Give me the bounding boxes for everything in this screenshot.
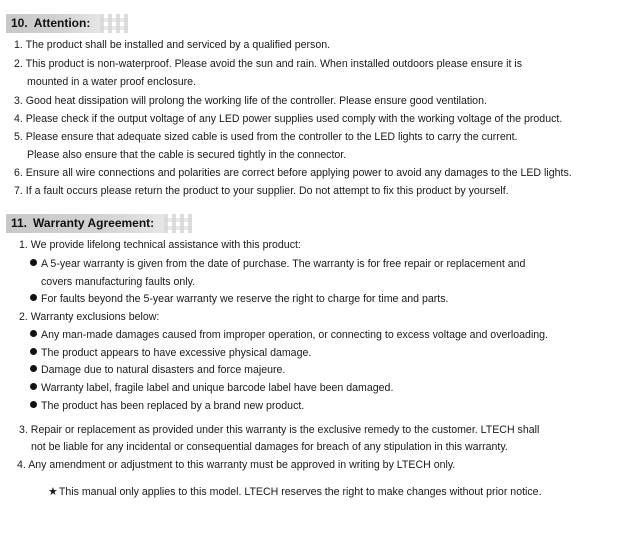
bullet-icon bbox=[30, 365, 37, 372]
item-text: Any amendment or adjustment to this warranty must be approved in writing by LTECH only. bbox=[28, 459, 456, 471]
item-number: 3. bbox=[14, 95, 23, 107]
bullet-icon bbox=[30, 383, 37, 390]
item-text: If a fault occurs please return the product to your supplier. Do not attempt to fix this product by yourself. bbox=[25, 185, 509, 197]
bullet-text: covers manufacturing faults only. bbox=[41, 276, 196, 288]
warranty-item-3-cont bbox=[31, 441, 508, 454]
bullet-icon bbox=[30, 294, 37, 301]
item-text: Warranty exclusions below: bbox=[30, 311, 160, 323]
section-warranty-number: 11. bbox=[11, 216, 28, 230]
bullet-icon bbox=[30, 401, 37, 408]
item-text: not be liable for any incidental or consequential damages for breach of any stipulation in this warranty. bbox=[31, 441, 508, 453]
item-number: 5. bbox=[14, 131, 23, 143]
item-text: Repair or replacement as provided under this warranty is the exclusive remedy to the customer. LTECH shall bbox=[30, 424, 540, 436]
warranty-bullet bbox=[30, 258, 525, 271]
item-text: mounted in a water proof enclosure. bbox=[27, 76, 197, 88]
section-attention-header bbox=[6, 13, 128, 33]
bullet-text: Any man-made damages caused from improper operation, or connecting to excess voltage and overloading. bbox=[41, 329, 549, 341]
header-decoration bbox=[164, 214, 192, 233]
attention-item-6 bbox=[14, 167, 572, 180]
footnote bbox=[48, 486, 542, 499]
item-text: This product is non-waterproof. Please avoid the sun and rain. When installed outdoors please ensure it is bbox=[25, 58, 523, 70]
bullet-icon bbox=[30, 330, 37, 337]
attention-item-3 bbox=[14, 95, 487, 108]
item-text: Please ensure that adequate sized cable is used from the controller to the LED lights to carry the current. bbox=[25, 131, 518, 143]
footnote-text: This manual only applies to this model. LTECH reserves the right to make changes without prior notice. bbox=[58, 486, 542, 498]
section-warranty-title: Warranty Agreement: bbox=[33, 216, 155, 230]
warranty-item-3 bbox=[19, 424, 539, 437]
item-text: Good heat dissipation will prolong the working life of the controller. Please ensure good ventilation. bbox=[25, 95, 487, 107]
warranty-item-1 bbox=[19, 239, 301, 252]
bullet-text: The product appears to have excessive physical damage. bbox=[41, 347, 312, 359]
attention-item-2-cont bbox=[27, 76, 196, 89]
attention-item-5-cont bbox=[27, 149, 346, 162]
warranty-item-4 bbox=[17, 459, 455, 472]
attention-item-2 bbox=[14, 58, 522, 71]
item-text: Ensure all wire connections and polarities are correct before applying power to avoid any damages to the LED lights. bbox=[25, 167, 572, 179]
attention-item-1 bbox=[14, 39, 330, 52]
warranty-bullet bbox=[30, 329, 548, 342]
item-number: 1. bbox=[14, 39, 23, 51]
item-number: 2. bbox=[14, 58, 23, 70]
warranty-bullet bbox=[30, 364, 285, 377]
warranty-bullet bbox=[30, 382, 393, 395]
item-number: 6. bbox=[14, 167, 23, 179]
warranty-bullet bbox=[30, 400, 304, 413]
bullet-text: The product has been replaced by a brand new product. bbox=[41, 400, 305, 412]
bullet-icon bbox=[30, 259, 37, 266]
warranty-bullet-cont bbox=[41, 276, 195, 289]
item-text: Please also ensure that the cable is secured tightly in the connector. bbox=[27, 149, 347, 161]
warranty-item-2 bbox=[19, 311, 159, 324]
item-number: 2. bbox=[19, 311, 28, 323]
item-number: 1. bbox=[19, 239, 28, 251]
item-number: 7. bbox=[14, 185, 23, 197]
section-attention-title-bar bbox=[6, 14, 100, 33]
section-warranty-header bbox=[6, 213, 192, 233]
item-number: 4. bbox=[14, 113, 23, 125]
attention-item-4 bbox=[14, 113, 562, 126]
star-icon: ★ bbox=[48, 486, 58, 498]
bullet-icon bbox=[30, 348, 37, 355]
bullet-text: Warranty label, fragile label and unique barcode label have been damaged. bbox=[41, 382, 394, 394]
bullet-text: Damage due to natural disasters and force majeure. bbox=[41, 364, 286, 376]
warranty-bullet bbox=[30, 293, 448, 306]
item-text: We provide lifelong technical assistance with this product: bbox=[30, 239, 301, 251]
section-attention-number: 10. bbox=[11, 16, 28, 30]
attention-item-5 bbox=[14, 131, 518, 144]
warranty-bullet bbox=[30, 347, 311, 360]
attention-item-7 bbox=[14, 185, 509, 198]
section-warranty-title-bar bbox=[6, 214, 164, 233]
bullet-text: For faults beyond the 5-year warranty we reserve the right to charge for time and parts. bbox=[41, 293, 449, 305]
item-number: 4. bbox=[17, 459, 26, 471]
item-text: The product shall be installed and serviced by a qualified person. bbox=[25, 39, 331, 51]
section-attention-title: Attention: bbox=[33, 16, 91, 30]
header-decoration bbox=[100, 14, 128, 33]
item-number: 3. bbox=[19, 424, 28, 436]
bullet-text: A 5-year warranty is given from the date of purchase. The warranty is for free repair or replacement and bbox=[41, 258, 526, 270]
item-text: Please check if the output voltage of any LED power supplies used comply with the working voltage of the product. bbox=[25, 113, 563, 125]
